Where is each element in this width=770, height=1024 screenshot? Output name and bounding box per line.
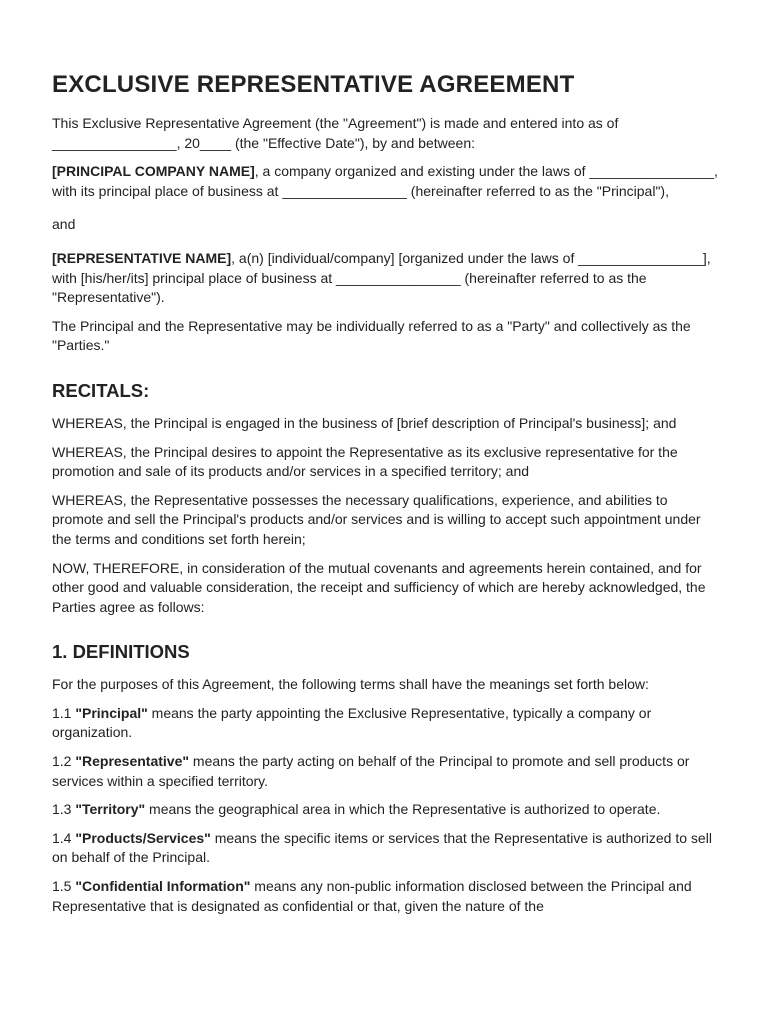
principal-name: [PRINCIPAL COMPANY NAME] bbox=[52, 163, 255, 180]
definition-term: "Principal" bbox=[75, 704, 148, 721]
definition-term: "Representative" bbox=[75, 753, 190, 770]
recital-item: WHEREAS, the Principal is engaged in the business of [brief description of Principal's business]; and bbox=[52, 414, 677, 431]
recital-item: WHEREAS, the Principal desires to appoint the Representative as its exclusive representative for the promotion and sale of its products and/or services in a specified territory; and bbox=[52, 443, 678, 480]
definitions-section bbox=[52, 639, 722, 916]
definitions-intro: For the purposes of this Agreement, the following terms shall have the meanings set forth below: bbox=[52, 676, 649, 693]
principal-party-paragraph bbox=[52, 162, 722, 201]
definition-item bbox=[52, 877, 722, 916]
and-paragraph: and bbox=[52, 216, 76, 233]
definition-number: 1.4 bbox=[52, 829, 76, 846]
recital-item: NOW, THEREFORE, in consideration of the mutual covenants and agreements herein contained, and for other good and valuable consideration, the receipt and sufficiency of which are hereby acknowledged, the Parties agree as follows: bbox=[52, 559, 706, 615]
representative-party-paragraph bbox=[52, 249, 722, 308]
definition-text: means the geographical area in which the Representative is authorized to operate. bbox=[145, 801, 661, 818]
definition-text: means the specific items or services that the Representative is authorized to sell on behalf of the Principal. bbox=[52, 829, 712, 866]
definition-item bbox=[52, 829, 722, 868]
recitals-section bbox=[52, 378, 722, 617]
recitals-heading: RECITALS: bbox=[52, 379, 150, 401]
intro-paragraph: This Exclusive Representative Agreement (the "Agreement") is made and entered into as of ________________, 20____ (the "Effective Date"), by and between: bbox=[52, 115, 619, 151]
recital-item: WHEREAS, the Representative possesses the necessary qualifications, experience, and abilities to promote and sell the Principal's products and/or services and is willing to accept such appointment under the terms and conditions set forth herein; bbox=[52, 491, 701, 547]
definition-number: 1.2 bbox=[52, 753, 76, 770]
definition-item bbox=[52, 752, 722, 791]
definition-term: "Territory" bbox=[75, 801, 146, 818]
representative-name: [REPRESENTATIVE NAME] bbox=[52, 249, 232, 266]
definitions-heading: 1. DEFINITIONS bbox=[52, 641, 190, 663]
definition-number: 1.3 bbox=[52, 801, 76, 818]
parties-paragraph: The Principal and the Representative may be individually referred to as a "Party" and collectively as the "Parties." bbox=[52, 317, 691, 354]
document-page bbox=[52, 68, 722, 925]
definition-number: 1.5 bbox=[52, 878, 76, 895]
representative-party-text: , a(n) [individual/company] [organized under the laws of ________________], with [his/her/its] principal place of business at ________________ (hereinafter referred to as the "Representative"). bbox=[52, 249, 711, 306]
definition-text: means the party acting on behalf of the Principal to promote and sell products or services within a specified territory. bbox=[52, 753, 690, 789]
definition-text: means any non-public information disclosed between the Principal and Representative that is designated as confidential or that, given the nature of the bbox=[52, 878, 692, 914]
definition-term: "Products/Services" bbox=[75, 829, 211, 846]
definition-item bbox=[52, 704, 722, 743]
principal-party-text: , a company organized and existing under the laws of ________________, with its principal place of business at ________________ (hereinafter referred to as the "Principal"), bbox=[52, 163, 718, 199]
definition-text: means the party appointing the Exclusive Representative, typically a company or organization. bbox=[52, 704, 652, 741]
definition-number: 1.1 bbox=[52, 704, 76, 721]
agreement-title: EXCLUSIVE REPRESENTATIVE AGREEMENT bbox=[52, 71, 575, 98]
definition-term: "Confidential Information" bbox=[75, 878, 251, 895]
definition-item bbox=[52, 800, 722, 820]
